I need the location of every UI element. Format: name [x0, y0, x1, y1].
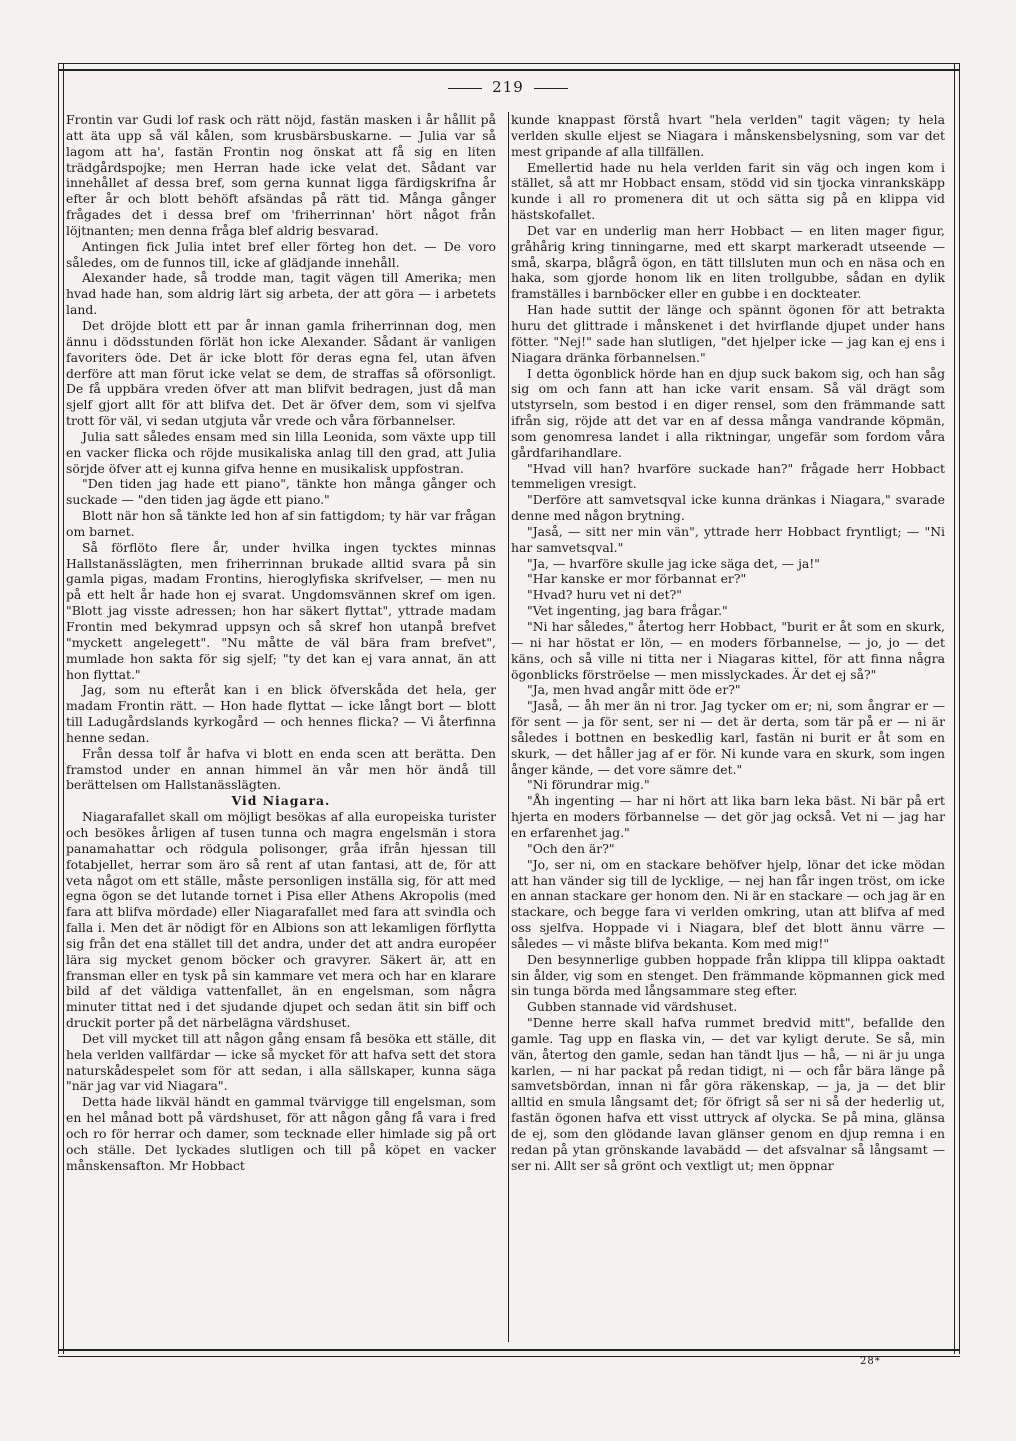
paragraph: Så förflöto flere år, under hvilka ingen tycktes minnas Hallstanässlägten, men friherrinnan brukade alltid svara på sin gamla pigas, madam Frontins, hieroglyfiska skrifvelser, — men nu på ett helt år hade hon ej svarat. Ungdomsvännen skref om igen. "Blott jag visste adressen; hon har säkert flyttat", yttrade madam Frontin med bekymrad uppsyn och så skref hon utanpå brefvet "myckett angelegett". "Nu måtte de väl bära fram brefvet", mumlade hon sakta för sig sjelf; "ty det kan ej vara annat, än att hon flyttat."	[66, 539, 496, 682]
paragraph: "Ni har således," återtog herr Hobbact, "burit er åt som en skurk, — ni har höstat er lön, — en moders förbannelse, — jo, jo — det käns, och så ville ni titta ner i Niagaras kittel, för att finna några ögonblicks förströelse — men misslyckades. Är det ej så?"	[511, 619, 945, 682]
paragraph: Det var en underlig man herr Hobbact — en liten mager figur, gråhårig kring tinningarne, med ett skarpt markeradt utseende — små, skarpa, blågrå ögon, en tätt tillsluten mun och en näsa och en haka, som gjorde honom lik en liten trollgubbe, sådan en dylik framställes i barnböcker eller en gubbe i en dockteater.	[511, 222, 945, 302]
paragraph: "Jaså, — åh mer än ni tror. Jag tycker om er; ni, som ångrar er — för sent — ja för sent, ser ni — det är derta, som tär på er — ni är således i bottnen en beskedlig karl, fastän ni burit er åt som en skurk, — det håller jag af er för. Ni kunde vara en skurk, som ingen ånger kände, — det vore sämre det."	[511, 698, 945, 777]
frame-bottom-rule	[58, 1349, 960, 1357]
paragraph: Han hade suttit der länge och spännt ögonen för att betrakta huru det glittrade i månskenet i det hvirflande djupet under hans fötter. "Nej!" sade han slutligen, "det hjelper icke — jag kan ej ens i Niagara dränka förbannelsen."	[511, 302, 945, 365]
page-number: 219	[492, 78, 524, 96]
section-title: Vid Niagara.	[231, 793, 331, 809]
paragraph: "Vet ingenting, jag bara frågar."	[527, 603, 728, 619]
right-column	[511, 112, 945, 1174]
paragraph: "Och den är?"	[527, 840, 615, 856]
paragraph: Jag, som nu efteråt kan i en blick öfverskåda det hela, ger madam Frontin rätt. — Hon hade flyttat — icke långt bort — blott till Ladugårdslands kyrkogård — och hennes flicka? — Vi återfinna henne sedan.	[66, 682, 496, 745]
paragraph: "Jo, ser ni, om en stackare behöfver hjelp, lönar det icke mödan att han vänder sig till de lycklige, — nej han får ingen tröst, om icke en annan stackare ger honom den. Ni är en stackare — och jag är en stackare, och begge fara vi verlden omkring, utan att blifva af med oss sjelfva. Hoppade vi i Niagara, blef det blott ännu värre — således — vi måste blifva bekanta. Kom med mig!"	[511, 856, 945, 951]
paragraph: I detta ögonblick hörde han en djup suck bakom sig, och han såg sig om och fann att han icke varit ensam. Så väl drägt som utstyrseln, som bestod i en diger rensel, som den främmande satt ifrån sig, röjde att det var en af dessa många vandrande köpmän, som genomresa landet i alla riktningar, ungefär som fordom våra gårdfarihandlare.	[511, 365, 945, 460]
header-dash-right	[534, 88, 568, 89]
paragraph: "Ni förundrar mig."	[527, 777, 650, 793]
paragraph: "Ja, — hvarföre skulle jag icke säga det, — ja!"	[527, 555, 820, 571]
paragraph: kunde knappast förstå hvart "hela verlden" tagit vägen; ty hela verlden skulle eljest se Niagara i månskensbelysning, som var det mest gripande af alla tillfällen.	[511, 112, 945, 159]
paragraph: "Ja, men hvad angår mitt öde er?"	[527, 682, 741, 698]
paragraph: Alexander hade, så trodde man, tagit vägen till Amerika; men hvad hade han, som aldrig lärt sig arbeta, der att göra — i arbetets land.	[66, 270, 496, 318]
header-dash-left	[448, 88, 482, 89]
left-column	[66, 112, 496, 1174]
paragraph: Emellertid hade nu hela verlden farit sin väg och ingen kom i stället, så att mr Hobbact ensam, stödd vid sin tjocka vinrankskäpp kunde i all ro promenera dit ut och sätta sig på en klippa vid hästskofallet.	[511, 159, 945, 223]
paragraph: Niagarafallet skall om möjligt besökas af alla europeiska turister och besökes årligen af tusen tunna och magra engelsmän i stora panamahattar och rödgula polisonger, gråa ifrån hjessan till fotabjellet, herrar som äro så rent af utan fantasi, att de, för att veta något om ett ställe, måste personligen inställa sig, för att med egna ögon se det lutande tornet i Pisa eller Athens Akropolis (med fara att blifva mördade) eller Niagarafallet med fara att svindla och falla i. Men det är nödigt för en Albions son att lekamligen förflytta sig från det ena stället till det andra, under det att andra européer lära sig mycket genom böcker och gravyrer. Säkert är, att en fransman eller en tysk på sin kammare vet mera och har en klarare bild af det väldiga vattenfallet, än en engelsman, som några minuter tittat ned i det sjudande djupet och sedan ätit sin biff och druckit porter på det närbelägna värdshuset.	[66, 809, 496, 1031]
paragraph: "Hvad? huru vet ni det?"	[527, 587, 682, 603]
frame-top-rule	[58, 63, 960, 71]
page-header	[0, 78, 1016, 96]
paragraph: "Jaså, — sitt ner min vän", yttrade herr Hobbact fryntligt; — "Ni har samvetsqval."	[511, 523, 945, 555]
paragraph: Frontin var Gudi lof rask och rätt nöjd, fastän masken i år hållit på att äta upp så väl kålen, som krusbärsbuskarne. — Julia var så lagom att ha', fastän Frontin nog önskat att få sig en liten trädgårdspojke; men Herran hade icke velat det. Sådant var innehållet af dessa bref, som gerna kunnat ligga färdigskrifna år efter år och blott behöft afsändas på rätt tid. Många gånger frågades det i dessa bref om 'friherrinnan' hört något från löjtnanten; men denna fråga blef aldrig besvarad.	[66, 112, 496, 238]
paragraph: Det vill mycket till att någon gång ensam få besöka ett ställe, dit hela verlden vallfärdar — icke så mycket för att hafva sett det stora naturskådespelet som för att sedan, i alla sällskaper, kunna säga "när jag var vid Niagara".	[66, 1030, 496, 1094]
signature-mark: 28*	[860, 1356, 881, 1367]
frame-left-rule	[58, 63, 64, 1354]
paragraph: Antingen fick Julia intet bref eller förteg hon det. — De voro således, om de funnos till, icke af glädjande innehåll.	[66, 238, 496, 270]
paragraph: Från dessa tolf år hafva vi blott en enda scen att berätta. Den framstod under en annan himmel än vår men hör ändå till berättelsen om Hallstanässlägten.	[66, 745, 496, 793]
paragraph: Detta hade likväl händt en gammal tvärvigge till engelsman, som en hel månad bott på värdshuset, för att någon gång få vara i fred och ro för herrar och damer, som tecknade eller himlade sig på ort och ställe. Det lyckades slutligen och till på köpet en vacker månskensafton. Mr Hobbact	[66, 1094, 496, 1173]
frame-right-rule	[954, 63, 960, 1354]
paragraph: Julia satt således ensam med sin lilla Leonida, som växte upp till en vacker flicka och röjde musikaliska anlag till den grad, att Julia sörjde öfver att ej kunna gifva henne en musikalisk uppfostran.	[66, 428, 496, 476]
paragraph: Gubben stannade vid värdshuset.	[527, 999, 738, 1015]
paragraph: Den besynnerlige gubben hoppade från klippa till klippa oaktadt sin ålder, vig som en stenget. Den främmande köpmannen gick med sin tunga börda med långsammare steg efter.	[511, 951, 945, 999]
paragraph: "Denne herre skall hafva rummet bredvid mitt", befallde den gamle. Tag upp en flaska vin, — det var kyligt derute. Se så, min vän, återtog den gamle, sedan han tändt ljus — hå, — ni är ju unga karlen, — ni har packat på redan tidigt, ni — och får bära länge på samvetsbördan, innan ni får göra räkenskap, — ja, ja — det blir alltid en smula långsamt det; för öfrigt så ser ni så der hederlig ut, fastän ögonen hafva ett visst uttryck af olycka. Se på mina, glänsa de ej, som den glödande lavan glänser genom en djup remna i en redan på ytan grönskande lavabädd — det afsvalnar så långsamt — ser ni. Allt ser så grönt och vextligt ut; men öppnar	[511, 1015, 945, 1173]
paragraph: Blott när hon så tänkte led hon af sin fattigdom; ty här var frågan om barnet.	[66, 508, 496, 539]
paragraph: Det dröjde blott ett par år innan gamla friherrinnan dog, men ännu i dödsstunden förlät hon icke Alexander. Sådant är vanligen favoriters öde. Det är icke blott för deras egna fel, utan äfven derföre att man förut icke velat se dem, de straffas så oförsonligt. De få uppbära vreden öfver att man blifvit bedragen, just då man sjelf gjort allt för att blifva det. Det är öfver dem, som vi sjelfva trott för väl, vi sedan utgjuta vår vrede och våra förbannelser.	[66, 317, 496, 429]
paragraph: "Derföre att samvetsqval icke kunna dränkas i Niagara," svarade denne med någon brytning.	[511, 492, 945, 524]
paragraph: "Har kanske er mor förbannat er?"	[527, 571, 747, 587]
paragraph: "Den tiden jag hade ett piano", tänkte hon många gånger och suckade — "den tiden jag ägde ett piano."	[66, 476, 496, 508]
paragraph: "Hvad vill han? hvarföre suckade han?" frågade herr Hobbact temmeligen vresigt.	[511, 460, 945, 492]
paragraph: "Åh ingenting — har ni hört att lika barn leka bäst. Ni bär på ert hjerta en moders förbannelse — det gör jag också. Vet ni — jag har en erfarenhet jag."	[511, 793, 945, 840]
column-divider	[508, 112, 509, 1342]
